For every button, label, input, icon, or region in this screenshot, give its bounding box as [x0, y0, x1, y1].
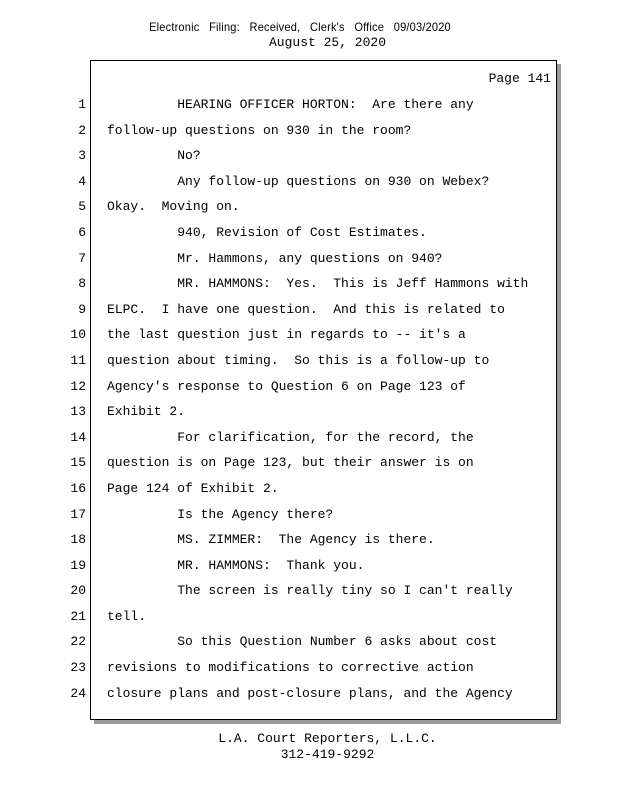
line-number: 20 [70, 583, 86, 599]
line-number: 24 [70, 685, 86, 701]
line-number: 22 [70, 634, 86, 650]
transcript-line: ELPC. I have one question. And this is related to [107, 301, 505, 317]
line-number: 1 [78, 97, 86, 112]
reporter-company: L.A. Court Reporters, L.L.C. [218, 731, 437, 746]
reporter-footer [0, 731, 618, 763]
line-number: 18 [70, 532, 86, 548]
transcript-line: 940, Revision of Cost Estimates. [107, 224, 427, 240]
transcript-text [107, 92, 547, 706]
transcript-line: MS. ZIMMER: The Agency is there. [107, 532, 435, 548]
transcript-line: HEARING OFFICER HORTON: Are there any [107, 97, 474, 112]
transcript-line: Mr. Hammons, any questions on 940? [107, 250, 443, 266]
line-number: 14 [70, 429, 86, 445]
line-number: 5 [78, 199, 86, 215]
transcript-line: Agency's response to Question 6 on Page 123 of [107, 378, 466, 394]
line-number: 13 [70, 404, 86, 420]
line-number: 2 [78, 122, 86, 138]
transcript-line: Page 124 of Exhibit 2. [107, 480, 279, 496]
transcript-line: question about timing. So this is a follow-up to [107, 352, 490, 368]
line-number: 19 [70, 557, 86, 573]
transcript-line: question is on Page 123, but their answer is on [107, 455, 474, 471]
line-number: 15 [70, 455, 86, 471]
transcript-line: MR. HAMMONS: Thank you. [107, 557, 365, 573]
line-number: 9 [78, 301, 86, 317]
transcript-line: For clarification, for the record, the [107, 429, 474, 445]
transcript-line: Exhibit 2. [107, 404, 186, 420]
transcript-line: The screen is really tiny so I can't really [107, 583, 513, 599]
transcript-line: MR. HAMMONS: Yes. This is Jeff Hammons with [107, 276, 529, 292]
line-number: 4 [78, 173, 86, 189]
line-number: 21 [70, 608, 86, 624]
line-number: 16 [70, 480, 86, 496]
transcript-line: So this Question Number 6 asks about cost [107, 634, 498, 650]
line-number: 11 [70, 352, 86, 368]
page-number: Page 141 [488, 71, 551, 86]
transcript-line: No? [107, 148, 201, 164]
line-number: 6 [78, 224, 86, 240]
line-number: 23 [70, 660, 86, 676]
line-number: 3 [78, 148, 86, 164]
filing-stamp: Electronic Filing: Received, Clerk's Office 09/03/2020 [149, 20, 451, 34]
line-number: 17 [70, 506, 86, 522]
line-number-column [58, 92, 86, 706]
transcript-line: the last question just in regards to -- it's a [107, 327, 466, 343]
transcript-line: Any follow-up questions on 930 on Webex? [107, 173, 490, 189]
transcript-line: closure plans and post-closure plans, and the Agency [107, 685, 513, 701]
reporter-phone: 312-419-9292 [280, 747, 375, 762]
transcript-line: follow-up questions on 930 in the room? [107, 122, 412, 138]
line-number: 12 [70, 378, 86, 394]
transcript-line: Is the Agency there? [107, 506, 334, 522]
transcript-line: tell. [107, 608, 147, 624]
line-number: 8 [78, 276, 86, 292]
line-number: 10 [70, 327, 86, 343]
line-number: 7 [78, 250, 86, 266]
transcript-line: revisions to modifications to corrective action [107, 660, 474, 676]
transcript-line: Okay. Moving on. [107, 199, 240, 215]
hearing-date: August 25, 2020 [268, 35, 387, 50]
